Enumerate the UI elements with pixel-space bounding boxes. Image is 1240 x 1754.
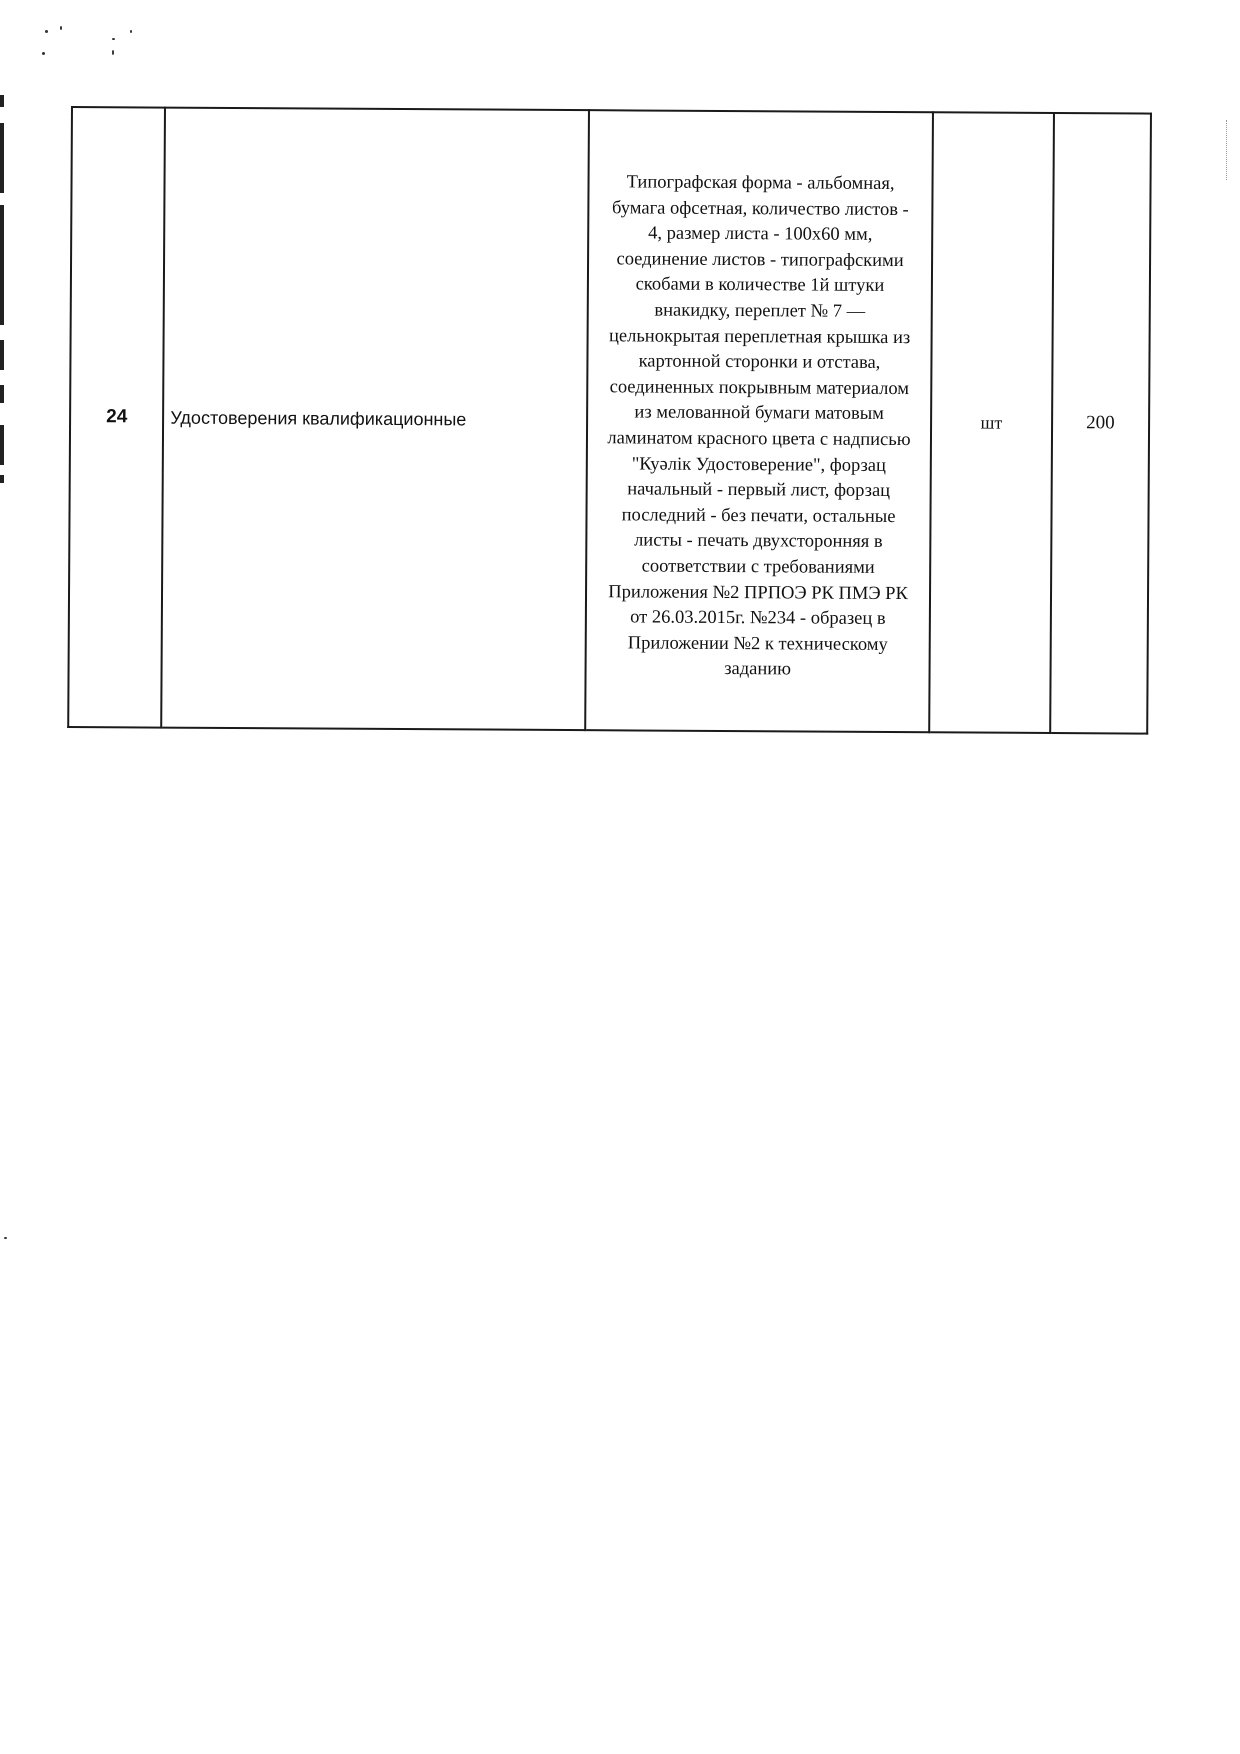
description-line: Приложении №2 к техническому: [627, 633, 888, 655]
description-line: цельнокрытая переплетная крышка из: [608, 325, 911, 348]
scan-speck: [60, 26, 62, 30]
description-line: ламинатом красного цвета с надписью: [607, 428, 911, 451]
description-line: соединенных покрывным материалом: [609, 377, 910, 399]
quantity: 200: [1050, 113, 1151, 734]
item-description: [585, 110, 933, 732]
row-number: 24: [68, 107, 165, 728]
description-line: Приложения №2 ПРПОЭ РК ПМЭ РК: [608, 581, 908, 604]
description-line: Типографская форма - альбомная,: [626, 172, 895, 195]
description-line: соответствии с требованиями: [641, 556, 875, 578]
description-line: от 26.03.2015г. №234 - образец в: [630, 607, 886, 630]
description-line: "Куәлік Удостоверение", форзац: [631, 454, 886, 476]
scan-edge-marks: [0, 95, 6, 485]
scan-speck: [4, 1237, 7, 1239]
description-line: внакидку, переплет № 7 —: [654, 300, 866, 322]
description-line: скобами в количестве 1й штуки: [635, 274, 885, 297]
description-line: из мелованной бумаги матовым: [634, 402, 884, 425]
description-line: последний - без печати, остальные: [621, 505, 896, 527]
scan-speck: [112, 38, 115, 40]
description-line: картонной сторонки и отстава,: [638, 351, 881, 374]
description-line: соединение листов - типографскими: [616, 249, 904, 271]
scan-speck: [112, 50, 114, 55]
scan-speck: [42, 52, 45, 55]
unit-of-measure: шт: [929, 112, 1053, 733]
table-row: [68, 107, 1151, 734]
description-line: листы - печать двухсторонняя в: [634, 530, 883, 553]
specification-table: [67, 106, 1152, 735]
description-line: заданию: [724, 659, 792, 680]
description-line: 4, размер листа - 100х60 мм,: [648, 223, 873, 246]
scan-speck: [130, 30, 132, 33]
scan-speck: [45, 30, 48, 33]
description-line: бумага офсетная, количество листов -: [612, 197, 909, 220]
description-line: начальный - первый лист, форзац: [627, 479, 891, 502]
item-name: Удостоверения квалификационные: [162, 108, 589, 731]
scan-edge-marks-right: [1226, 120, 1230, 180]
